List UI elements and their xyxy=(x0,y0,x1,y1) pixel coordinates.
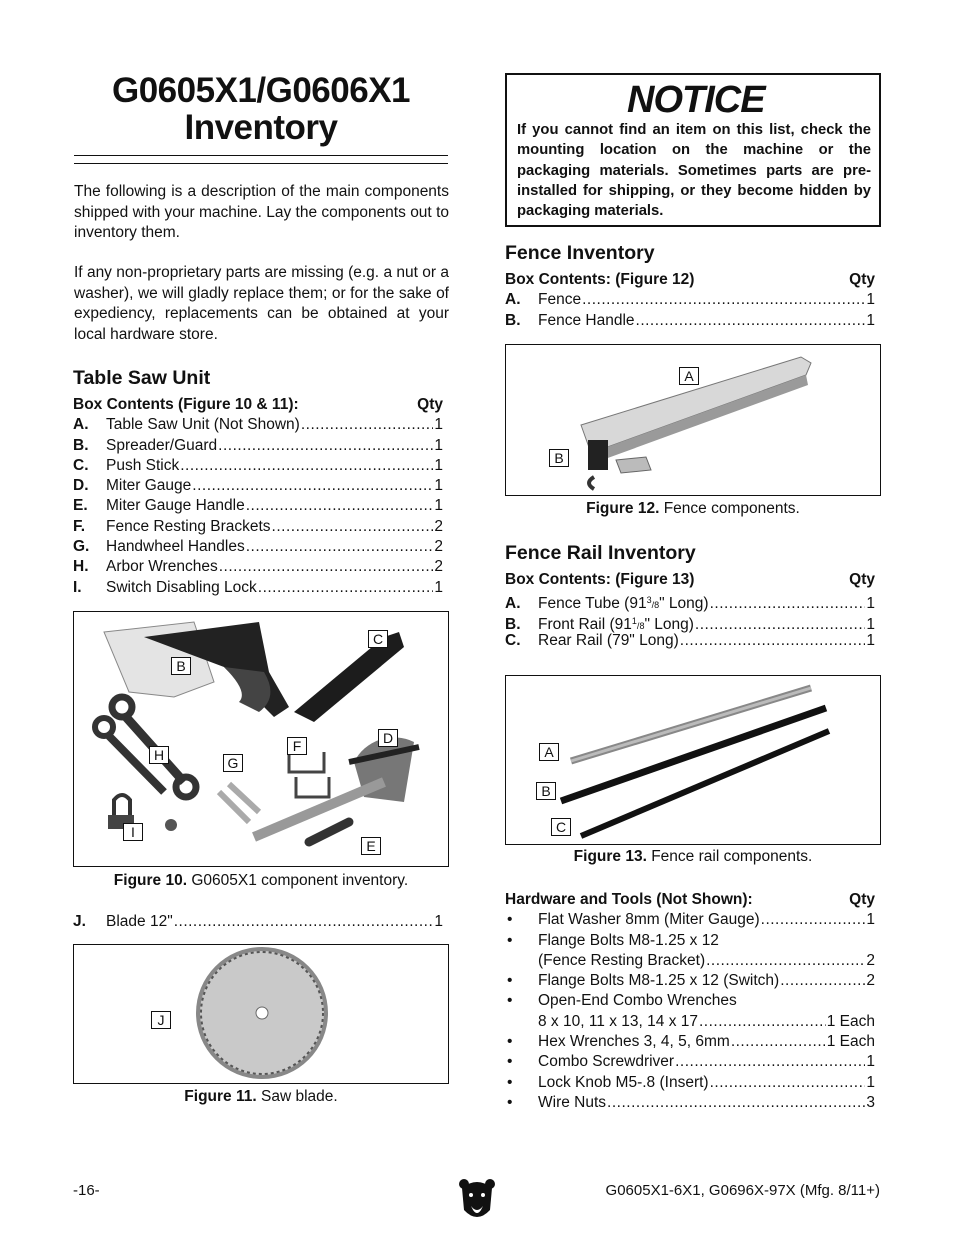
fence-list-header: Box Contents: (Figure 12) Qty xyxy=(505,271,875,288)
figure-13-caption: Figure 13. Fence rail components. xyxy=(573,848,813,865)
figure-10-caption: Figure 10. G0605X1 component inventory. xyxy=(113,872,409,889)
fence-list xyxy=(505,270,875,331)
list-item: A. Fence ..... 1 xyxy=(505,290,875,310)
list-item: A. Fence Tube ($91^3/8$" Long) ..... 1 xyxy=(505,590,875,610)
page-number: -16- xyxy=(73,1182,100,1199)
intro-paragraph-1: The following is a description of the main components shipped with your machine. Lay the components out to inventory them. xyxy=(74,183,449,241)
fig11-tag-j: J xyxy=(151,1011,171,1029)
notice-text: If you cannot find an item on this list, check the mounting location on the machine or the packaging materials. Sometimes parts are pre-installed for shipping, or they become hidden by packaging materials. xyxy=(517,122,871,220)
box-contents-label: Box Contents (Figure 10 & 11): xyxy=(73,396,299,413)
list-item: C. Push Stick ..... 1 xyxy=(73,456,443,476)
fig10-tag-e: E xyxy=(361,837,381,855)
table-saw-list xyxy=(73,395,443,598)
figure-10-box xyxy=(73,611,449,867)
fig10-tag-b: B xyxy=(171,657,191,675)
list-item: B. Fence Handle ..... 1 xyxy=(505,311,875,331)
list-item: I. Switch Disabling Lock ..... 1 xyxy=(73,578,443,598)
list-item: • Open-End Combo Wrenches xyxy=(507,992,737,1010)
notice-title: NOTICE xyxy=(627,79,765,121)
qty-label: Qty xyxy=(417,396,443,413)
fig13-tag-b: B xyxy=(536,782,556,800)
list-item: • Flat Washer 8mm (Miter Gauge) ..... 1 xyxy=(505,910,875,930)
list-item: E. Miter Gauge Handle ..... 1 xyxy=(73,496,443,516)
list-item: • Lock Knob M5-.8 (Insert) ..... 1 xyxy=(505,1073,875,1093)
list-item: J. Blade 12" ..... 1 xyxy=(73,912,443,932)
list-item: C. Rear Rail (79" Long) ..... 1 xyxy=(505,631,875,651)
page-title xyxy=(74,72,448,146)
title-line-1: G0605X1/G0606X1 xyxy=(111,71,410,110)
list-item: G. Handwheel Handles ..... 2 xyxy=(73,537,443,557)
title-rule-bottom xyxy=(74,163,448,164)
model-number: G0605X1-6X1, G0696X-97X (Mfg. 8/11+) xyxy=(605,1182,880,1199)
list-item: • Wire Nuts ..... 3 xyxy=(505,1093,875,1113)
fence-rail-list-header: Box Contents: (Figure 13) Qty xyxy=(505,571,875,588)
grizzly-bear-logo-icon xyxy=(458,1178,496,1224)
list-item: • Combo Screwdriver ..... 1 xyxy=(505,1052,875,1072)
list-item: F. Fence Resting Brackets ..... 2 xyxy=(73,517,443,537)
fig10-tag-g: G xyxy=(223,754,243,772)
list-item: • Flange Bolts M8-1.25 x 12 (Switch) ..... 2 xyxy=(505,971,875,991)
figure-13-box xyxy=(505,675,881,845)
list-item: B. Front Rail ($91^1/8$" Long) ..... 1 xyxy=(505,611,875,631)
list-item: • Hex Wrenches 3, 4, 5, 6mm ..... 1 Each xyxy=(505,1032,875,1052)
fence-heading: Fence Inventory xyxy=(505,242,655,264)
figure-11-caption: Figure 11. Saw blade. xyxy=(184,1088,338,1105)
table-saw-heading: Table Saw Unit xyxy=(73,367,211,389)
fig12-tag-a: A xyxy=(679,367,699,385)
figure-11-box xyxy=(73,944,449,1084)
blade-list xyxy=(73,912,443,932)
fig13-tag-c: C xyxy=(551,818,571,836)
hardware-list-header: Hardware and Tools (Not Shown): Qty xyxy=(505,891,875,908)
fig10-tag-d: D xyxy=(378,729,398,747)
figure-12-caption: Figure 12. Fence components. xyxy=(586,500,800,517)
list-item: B. Spreader/Guard ..... 1 xyxy=(73,436,443,456)
title-line-2: Inventory xyxy=(184,108,338,147)
fig13-tag-a: A xyxy=(539,743,559,761)
fig10-tag-f: F xyxy=(287,737,307,755)
notice-box xyxy=(505,73,881,227)
fence-rail-list xyxy=(505,570,875,651)
intro-paragraph-2: If any non-proprietary parts are missing (e.g. a nut or a washer), we will gladly replace them; or for the sake of expediency, replacements can be obtained at your local hardware store. xyxy=(74,264,449,343)
list-item: D. Miter Gauge ..... 1 xyxy=(73,476,443,496)
figure-12-box xyxy=(505,344,881,496)
fence-rail-heading: Fence Rail Inventory xyxy=(505,542,696,564)
fig10-tag-h: H xyxy=(149,746,169,764)
saw-blade-image xyxy=(74,945,447,1082)
list-item-continued: (Fence Resting Bracket) ..... 2 xyxy=(505,951,875,971)
fig10-tag-c: C xyxy=(368,630,388,648)
hardware-list xyxy=(505,890,875,1113)
title-rule-top xyxy=(74,155,448,156)
fig10-tag-i: I xyxy=(123,823,143,841)
list-item: H. Arbor Wrenches ..... 2 xyxy=(73,557,443,577)
list-item: • Flange Bolts M8-1.25 x 12 xyxy=(507,931,719,949)
list-item: A. Table Saw Unit (Not Shown) ..... 1 xyxy=(73,415,443,435)
table-saw-list-header xyxy=(73,395,443,415)
list-item-continued: 8 x 10, 11 x 13, 14 x 17 ..... 1 Each xyxy=(505,1012,875,1032)
fig12-tag-b: B xyxy=(549,449,569,467)
